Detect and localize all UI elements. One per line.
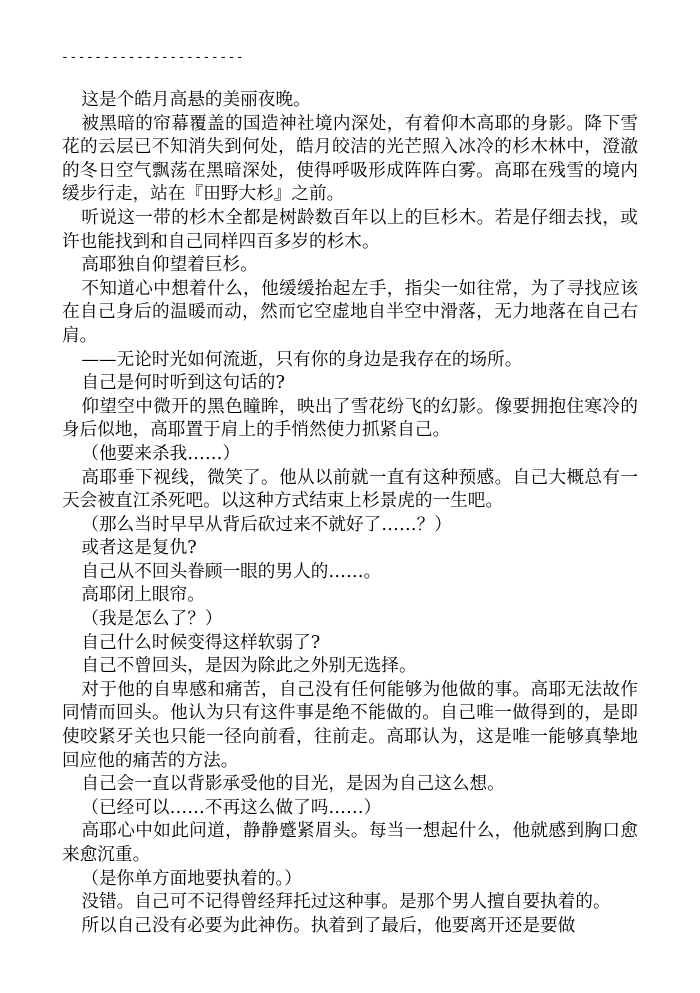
paragraph: 听说这一带的杉木全都是树龄数百年以上的巨杉木。若是仔细去找，或许也能找到和自己同样四百多岁的杉木。 <box>62 207 638 252</box>
paragraph: 高耶垂下视线，微笑了。他从以前就一直有这种预感。自己大概总有一天会被直江杀死吧。以这种方式结束上杉景虎的一生吧。 <box>62 467 638 512</box>
paragraph: 被黑暗的帘幕覆盖的国造神社境内深处，有着仰木高耶的身影。降下雪花的云层已不知消失到何处，皓月皎洁的光芒照入冰冷的杉木林中，澄澈的冬日空气飘荡在黑暗深处，使得呼吸形成阵阵白雾。高耶在残雪的境内缓步行走，站在『田野大杉』之前。 <box>62 113 638 205</box>
paragraph: 自己是何时听到这句话的? <box>81 373 285 394</box>
paragraph: ——无论时光如何流逝，只有你的身边是我存在的场所。 <box>81 349 523 370</box>
paragraph: 或者这是复仇? <box>81 538 197 559</box>
paragraph: 高耶心中如此问道，静静蹙紧眉头。每当一想起什么，他就感到胸口愈来愈沉重。 <box>62 821 638 865</box>
paragraph: 对于他的自卑感和痛苦，自己没有任何能够为他做的事。高耶无法故作同情而回头。他认为只有这件事是绝不能做的。自己唯一做得到的，是即使咬紧牙关也只能一径向前看，往前走。高耶认为，这是唯一能够真挚地回应他的痛苦的方法。 <box>62 679 638 771</box>
paragraph: 所以自己没有必要为此神伤。执着到了最后，他要离开还是要做 <box>81 915 576 936</box>
paragraph: 没错。自己可不记得曾经拜托过这种事。是那个男人擅自要执着的。 <box>81 892 611 913</box>
paragraph: （那么当时早早从背后砍过来不就好了……？） <box>81 514 452 535</box>
paragraph: 自己会一直以背影承受他的目光，是因为自己这么想。 <box>81 774 505 795</box>
paragraph: 高耶独自仰望着巨杉。 <box>81 255 258 276</box>
paragraph: 高耶闭上眼帘。 <box>81 585 205 606</box>
paragraph: 仰望空中微开的黑色瞳眸，映出了雪花纷飞的幻影。像要拥抱住寒冷的身后似地，高耶置于肩上的手悄然使力抓紧自己。 <box>62 396 638 441</box>
paragraph: 自己从不回头眷顾一眼的男人的……。 <box>81 561 382 582</box>
paragraph: 自己什么时候变得这样软弱了? <box>81 632 321 653</box>
body-text <box>62 89 638 938</box>
paragraph: （是你单方面地要执着的。） <box>81 868 302 889</box>
paragraph: （我是怎么了？） <box>81 609 223 630</box>
paragraph: （他要来杀我……） <box>81 443 241 464</box>
paragraph: 不知道心中想着什么，他缓缓抬起左手，指尖一如往常，为了寻找应该在自己身后的温暖而动，然而它空虚地自半空中滑落，无力地落在自己右肩。 <box>62 278 638 346</box>
paragraph: 自己不曾回头，是因为除此之外别无选择。 <box>81 656 417 677</box>
section-divider: ---------------------- <box>61 50 245 65</box>
paragraph: （已经可以……不再这么做了吗……） <box>81 797 382 818</box>
paragraph: 这是个皓月高悬的美丽夜晚。 <box>81 90 311 110</box>
